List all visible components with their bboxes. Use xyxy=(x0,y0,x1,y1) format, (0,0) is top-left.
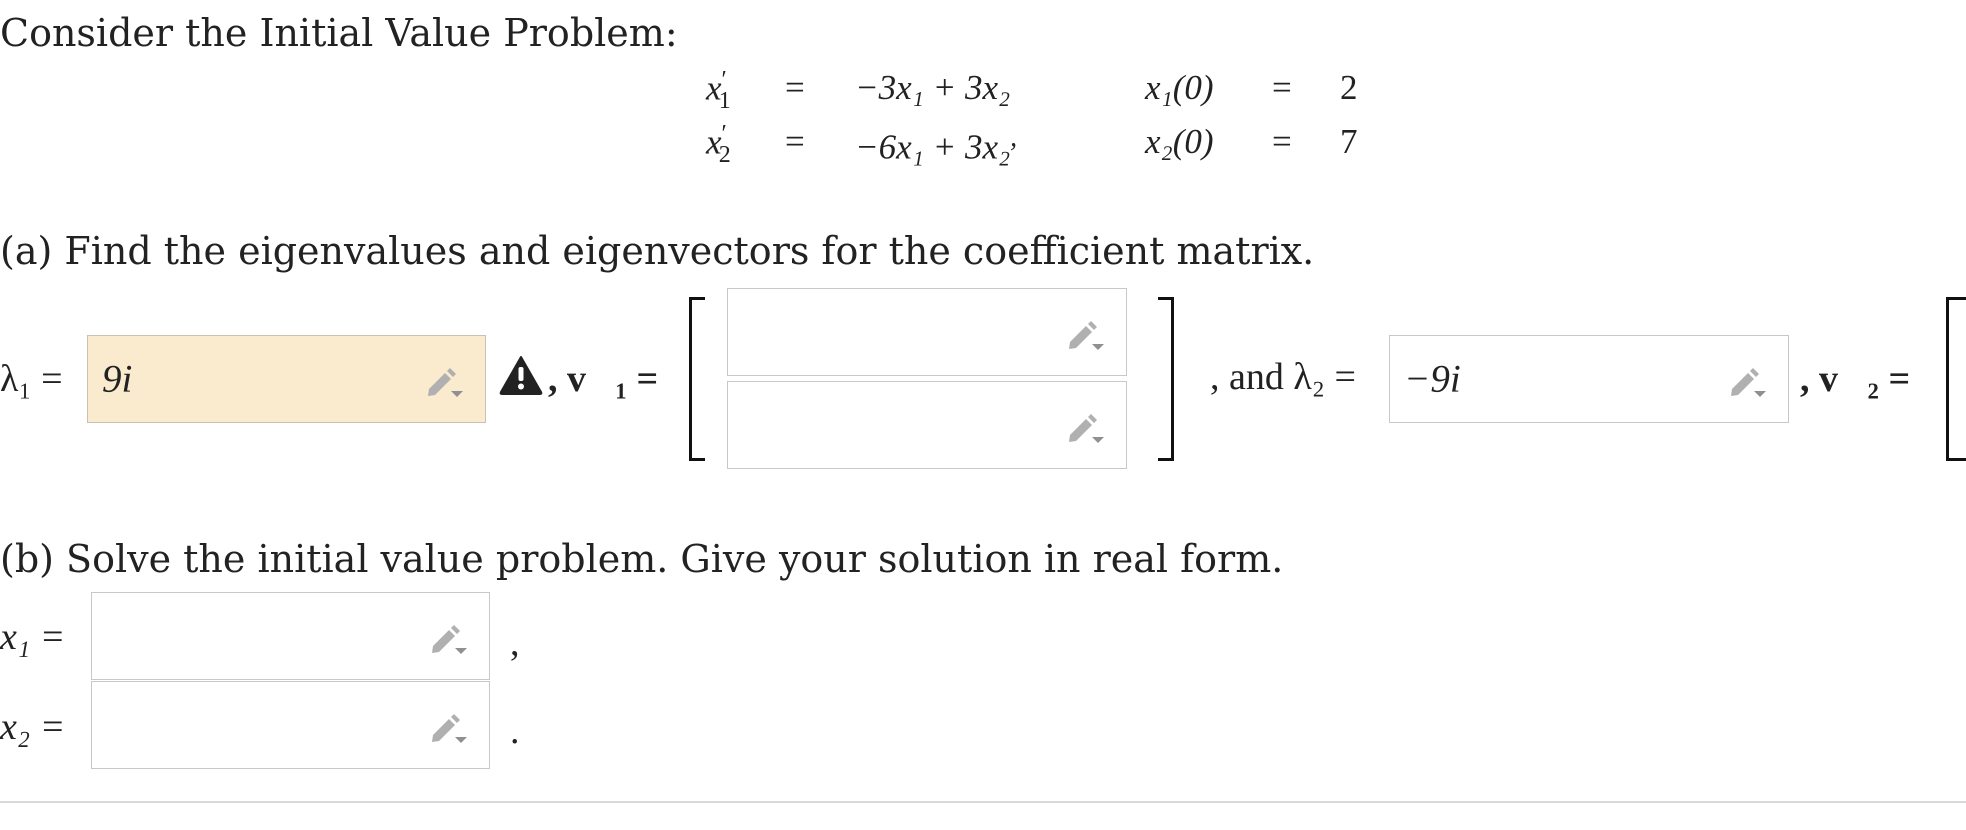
lhs-var: $x'_2$ xyxy=(706,121,731,168)
part-b-prompt: (b) Solve the initial value problem. Give your solution in real form. xyxy=(0,537,1284,581)
pencil-icon[interactable] xyxy=(1726,363,1768,399)
and-lambda2-label: , and λ₂ = xyxy=(1210,356,1356,398)
pencil-icon[interactable] xyxy=(423,363,465,399)
intro-text: Consider the Initial Value Problem: xyxy=(0,11,678,55)
warning-triangle-icon[interactable] xyxy=(499,355,543,395)
lambda1-value: 9i xyxy=(102,357,133,401)
eq-sign: = xyxy=(785,68,805,107)
v1-bracket-right xyxy=(1158,297,1174,461)
ic-lhs: x₁(0) xyxy=(1145,68,1214,107)
v1-bracket-left xyxy=(689,297,705,461)
v2-bracket-left xyxy=(1946,297,1966,461)
x1-label: x₁ = xyxy=(0,616,66,658)
lambda2-input[interactable] xyxy=(1389,335,1789,423)
pencil-icon[interactable] xyxy=(1064,316,1106,352)
ic-value: 2 xyxy=(1340,68,1358,107)
ic-lhs: x₂(0) xyxy=(1145,122,1214,161)
lhs-var: $x'_1$ xyxy=(706,67,731,114)
x2-input[interactable] xyxy=(91,681,490,769)
lambda1-input[interactable] xyxy=(87,335,486,423)
x2-label: x₂ = xyxy=(0,706,66,748)
x2-suffix: . xyxy=(510,710,520,752)
v1-entry-2-input[interactable] xyxy=(727,381,1127,469)
v1-label: , v⃗₁ = xyxy=(548,358,659,400)
part-a-prompt: (a) Find the eigenvalues and eigenvectors for the coefficient matrix. xyxy=(0,229,1315,273)
rhs-expr: −3x₁ + 3x₂ xyxy=(855,68,1011,107)
x1-input[interactable] xyxy=(91,592,490,680)
lambda1-label: λ₁ = xyxy=(0,358,63,400)
eq-sign: = xyxy=(785,122,805,161)
bottom-divider xyxy=(0,801,1966,803)
ic-eq: = xyxy=(1272,122,1292,161)
ode-system xyxy=(0,0,1966,170)
v2-label: , v⃗₂ = xyxy=(1800,358,1911,400)
x1-suffix: , xyxy=(510,622,520,664)
pencil-icon[interactable] xyxy=(427,620,469,656)
ic-eq: = xyxy=(1272,68,1292,107)
rhs-expr: −6x₁ + 3x₂, xyxy=(855,122,1018,167)
pencil-icon[interactable] xyxy=(427,709,469,745)
lambda2-value: −9i xyxy=(1404,357,1461,401)
pencil-icon[interactable] xyxy=(1064,409,1106,445)
ic-value: 7 xyxy=(1340,122,1358,161)
v1-entry-1-input[interactable] xyxy=(727,288,1127,376)
